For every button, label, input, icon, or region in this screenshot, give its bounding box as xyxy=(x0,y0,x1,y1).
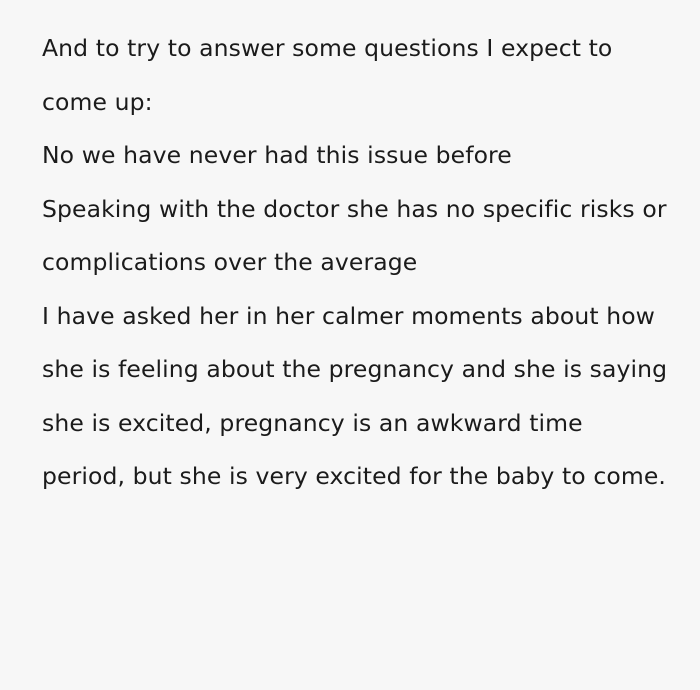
paragraph-1: And to try to answer some questions I expect to come up: xyxy=(42,34,620,116)
post-text-body xyxy=(42,22,675,504)
paragraph-4: I have asked her in her calmer moments about how she is feeling about the pregnancy and she is saying she is excited, pregnancy is an awkward time period, but she is very excited for the baby to come. xyxy=(42,301,675,490)
paragraph-3: Speaking with the doctor she has no specific risks or complications over the average xyxy=(42,194,675,276)
paragraph-2: No we have never had this issue before xyxy=(42,141,512,169)
